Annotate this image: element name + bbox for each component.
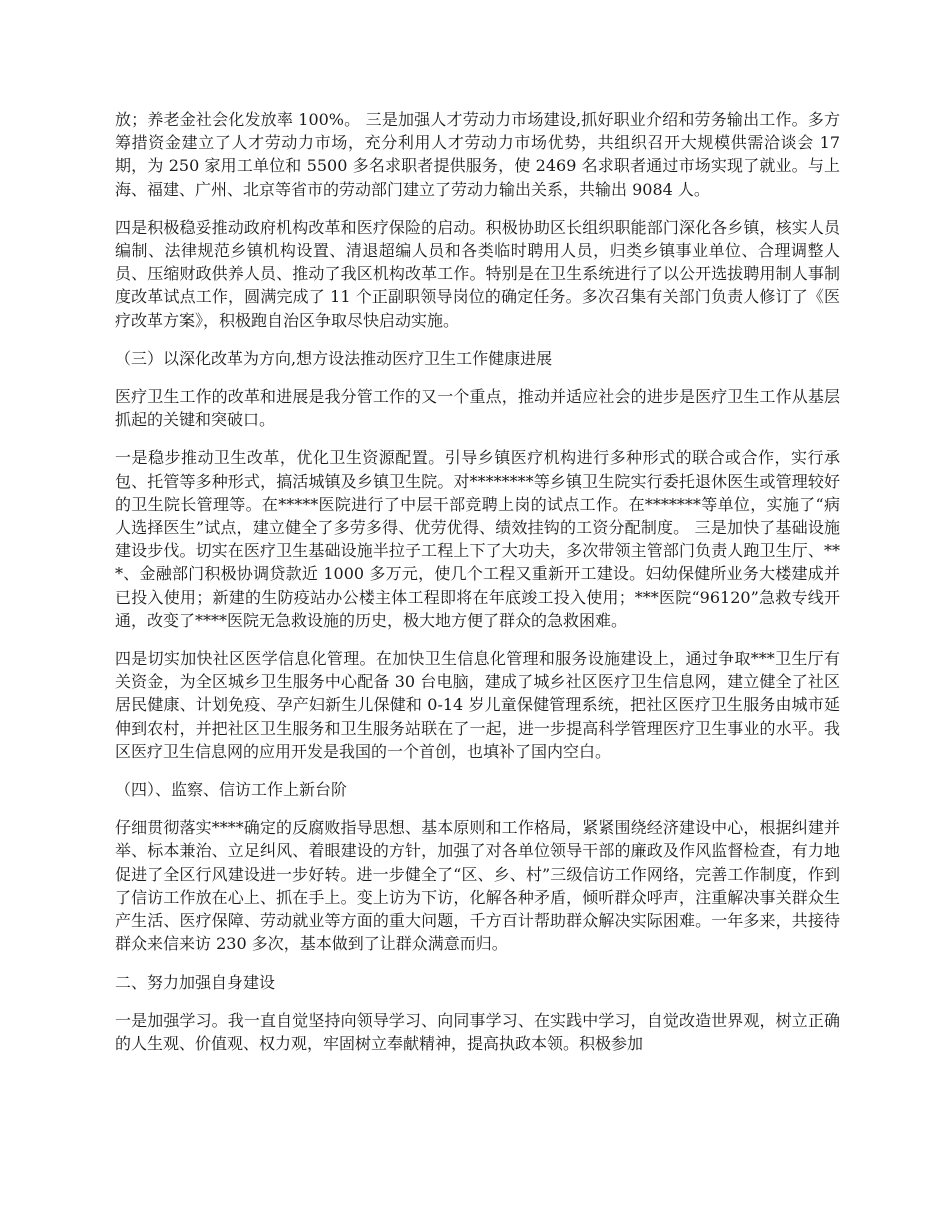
paragraph-information-management: 四是切实加快社区医学信息化管理。在加快卫生信息化管理和服务设施建设上，通过争取***卫生厅有关资金，为全区城乡卫生服务中心配备 30 台电脑，建成了城乡社区医疗卫生信息网，建立健全了社区居民健康、计划免疫、孕产妇新生儿保健和 0-14 岁儿童保健管理系统，把社区医疗卫生服务由城市延伸到农村，并把社区卫生服务和卫生服务站联在了一起，进一步提高科学管理医疗卫生事业的水平。我区医疗卫生信息网的应用开发是我国的一个首创，也填补了国内空白。 bbox=[115, 649, 840, 761]
paragraph-labor-market: 放；养老金社会化发放率 100%。 三是加强人才劳动力市场建设,抓好职业介绍和劳务输出工作。多方筹措资金建立了人才劳动力市场，充分利用人才劳动力市场优势，共组织召开大规模供需洽谈会 17 期，为 250 家用工单位和 5500 多名求职者提供服务，使 2469 名求职者通过市场实现了就业。与上海、福建、广州、北京等省市的劳动部门建立了劳动力输出关系，共输出 9084 人。 bbox=[115, 110, 840, 199]
section-heading-supervision: （四）、监察、信访工作上新台阶 bbox=[115, 780, 348, 800]
section-heading-self-building: 二、努力加强自身建设 bbox=[115, 972, 276, 992]
paragraph-institutional-reform: 四是积极稳妥推动政府机构改革和医疗保险的启动。积极协助区长组织职能部门深化各乡镇，核实人员编制、法律规范乡镇机构设置、清退超编人员和各类临时聘用人员，归类乡镇事业单位、合理调整人员、压缩财政供养人员、推动了我区机构改革工作。特别是在卫生系统进行了以公开选拔聘用制人事制度改革试点工作，圆满完成了 11 个正副职领导岗位的确定任务。多次召集有关部门负责人修订了《医疗改革方案》，积极跑自治区争取尽快启动实施。 bbox=[115, 217, 840, 330]
paragraph-health-reform: 一是稳步推动卫生改革，优化卫生资源配置。引导乡镇医疗机构进行多种形式的联合或合作，实行承包、托管等多种形式，搞活城镇及乡镇卫生院。对********等乡镇卫生院实行委托退休医生或管理较好的卫生院长管理等。在*****医院进行了中层干部竞聘上岗的试点工作。在*******等单位，实施了“病人选择医生”试点，建立健全了多劳多得、优劳优得、绩效挂钩的工资分配制度。 三是加快了基础设施建设步伐。切实在医疗卫生基础设施半拉子工程上下了大功夫，多次带领主管部门负责人跑卫生厅、***、金融部门积极协调贷款近 1000 多万元，使几个工程又重新开工建设。妇幼保健所业务大楼建成并已投入使用；新建的生防疫站办公楼主体工程即将在年底竣工投入使用；***医院“96120”急救专线开通，改变了****医院无急救设施的历史，极大地方便了群众的急救困难。 bbox=[115, 448, 840, 630]
paragraph-anti-corruption: 仔细贯彻落实****确定的反腐败指导思想、基本原则和工作格局，紧紧围绕经济建设中心，根据纠建并举、标本兼治、立足纠风、着眼建设的方针，加强了对各单位领导干部的廉政及作风监督检查，有力地促进了全区行风建设进一步好转。进一步健全了“区、乡、村”三级信访工作网络，完善工作制度，作到了信访工作放在心上、抓在手上。变上访为下访，化解各种矛盾，倾听群众呼声，注重解决事关群众生产生活、医疗保障、劳动就业等方面的重大问题，千方百计帮助群众解决实际困难。一年多来，共接待群众来信来访 230 多次，基本做到了让群众满意而归。 bbox=[115, 818, 840, 954]
paragraph-learning: 一是加强学习。我一直自觉坚持向领导学习、向同事学习、在实践中学习，自觉改造世界观，树立正确的人生观、价值观、权力观，牢固树立奉献精神，提高执政本领。积极参加 bbox=[115, 1010, 840, 1053]
document-page bbox=[115, 108, 840, 1070]
paragraph-medical-intro: 医疗卫生工作的改革和进展是我分管工作的又一个重点，推动并适应社会的进步是医疗卫生工作从基层抓起的关键和突破口。 bbox=[115, 387, 840, 430]
section-heading-medical-reform: （三）以深化改革为方向,想方设法推动医疗卫生工作健康进展 bbox=[115, 348, 553, 368]
